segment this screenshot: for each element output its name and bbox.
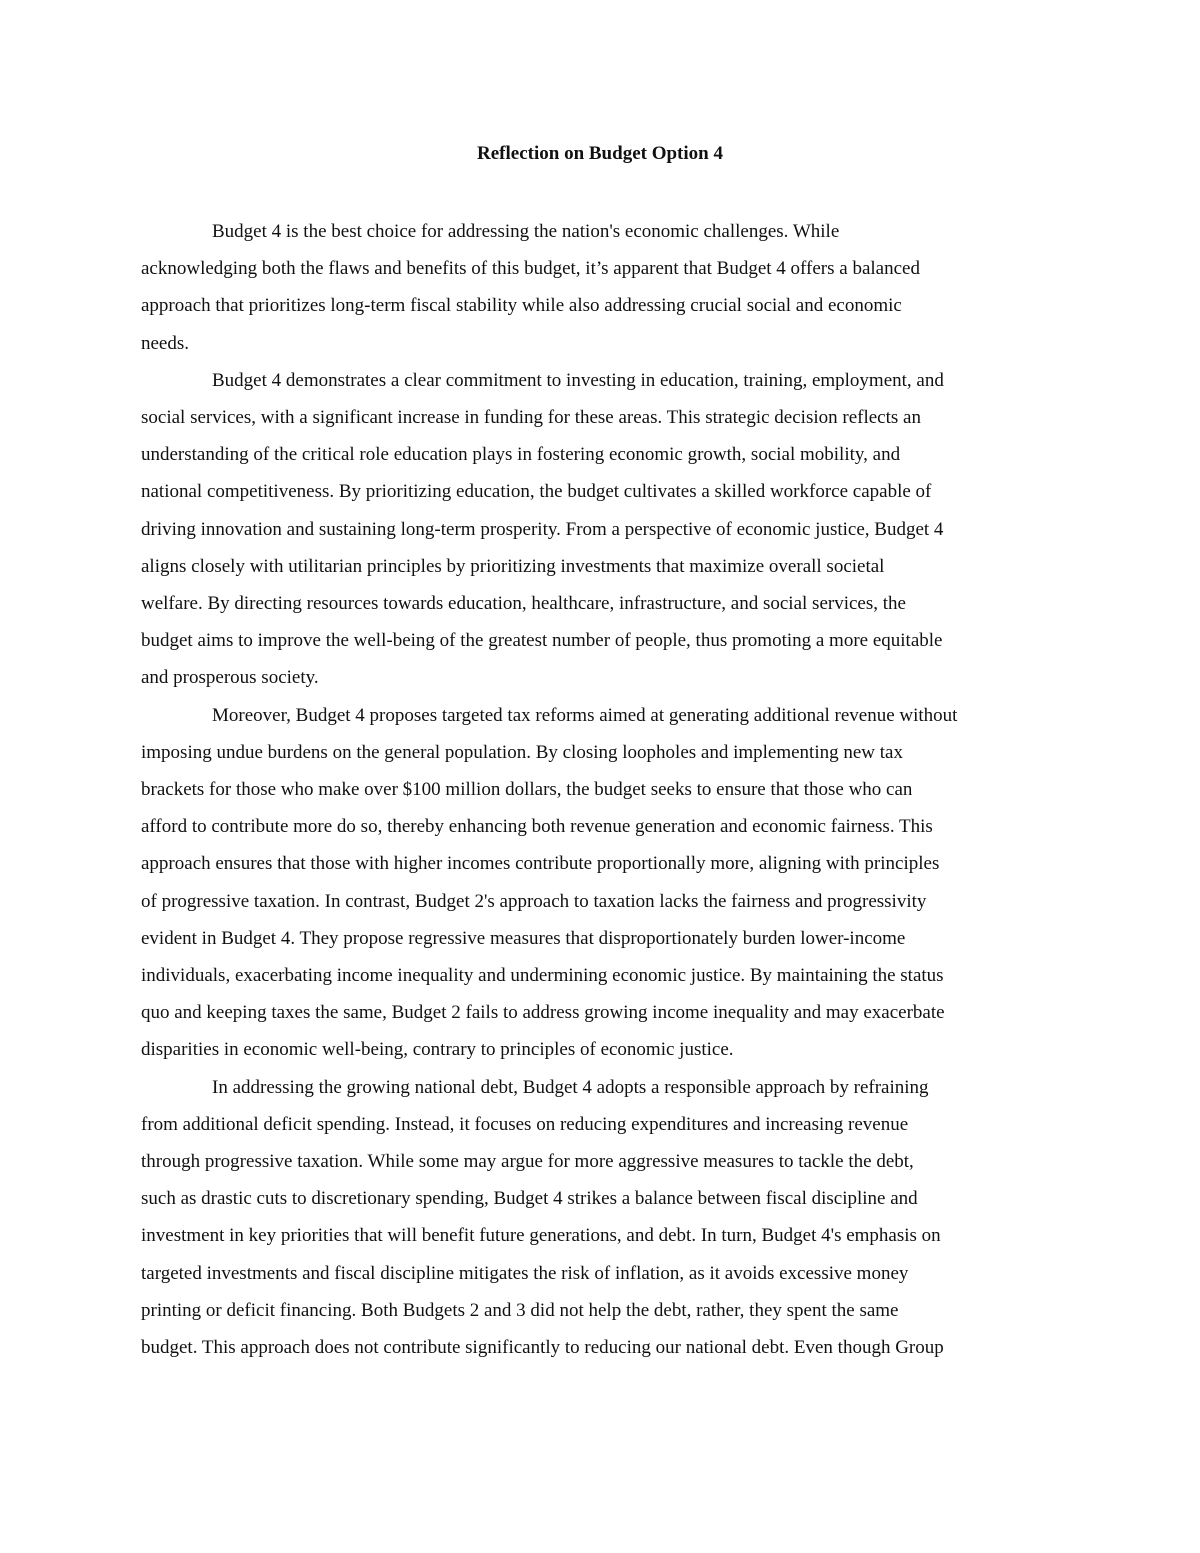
- paragraph-2: [141, 362, 1063, 697]
- text-line: through progressive taxation. While some may argue for more aggressive measures to tackle the debt,: [141, 1151, 914, 1173]
- text-line: approach ensures that those with higher incomes contribute proportionally more, aligning with principles: [141, 853, 940, 875]
- document-title: Reflection on Budget Option 4: [477, 143, 723, 164]
- text-line: budget. This approach does not contribute significantly to reducing our national debt. Even though Group: [141, 1337, 944, 1359]
- text-line: social services, with a significant increase in funding for these areas. This strategic decision reflects an: [141, 407, 921, 429]
- text-line: afford to contribute more do so, thereby enhancing both revenue generation and economic fairness. This: [141, 816, 933, 838]
- text-line: quo and keeping taxes the same, Budget 2 fails to address growing income inequality and may exacerbate: [141, 1002, 945, 1024]
- text-line: Budget 4 is the best choice for addressing the nation's economic challenges. While: [212, 221, 840, 242]
- text-line: budget aims to improve the well-being of the greatest number of people, thus promoting a more equitable: [141, 630, 943, 652]
- text-line: individuals, exacerbating income inequality and undermining economic justice. By maintaining the status: [141, 965, 944, 987]
- text-line: investment in key priorities that will benefit future generations, and debt. In turn, Budget 4's emphasis on: [141, 1225, 941, 1247]
- document-body: [141, 213, 1063, 1366]
- paragraph-3: [141, 697, 1063, 1069]
- text-line: acknowledging both the flaws and benefits of this budget, it’s apparent that Budget 4 offers a balanced: [141, 258, 920, 280]
- text-line: targeted investments and fiscal discipline mitigates the risk of inflation, as it avoids excessive money: [141, 1262, 909, 1284]
- text-line: of progressive taxation. In contrast, Budget 2's approach to taxation lacks the fairness and progressivity: [141, 890, 927, 912]
- text-line: understanding of the critical role education plays in fostering economic growth, social mobility, and: [141, 444, 901, 466]
- text-line: and prosperous society.: [141, 667, 319, 689]
- paragraph-4: [141, 1069, 1063, 1367]
- text-line: evident in Budget 4. They propose regressive measures that disproportionately burden lower-income: [141, 927, 906, 949]
- text-line: imposing undue burdens on the general population. By closing loopholes and implementing new tax: [141, 741, 903, 763]
- text-line: approach that prioritizes long-term fiscal stability while also addressing crucial social and economic: [141, 295, 902, 317]
- text-line: disparities in economic well-being, contrary to principles of economic justice.: [141, 1039, 734, 1061]
- paragraph-1: [141, 213, 1063, 362]
- text-line: brackets for those who make over $100 million dollars, the budget seeks to ensure that those who can: [141, 779, 913, 801]
- text-line: from additional deficit spending. Instead, it focuses on reducing expenditures and increasing revenue: [141, 1113, 909, 1135]
- text-line: Moreover, Budget 4 proposes targeted tax reforms aimed at generating additional revenue without: [212, 704, 958, 726]
- text-line: In addressing the growing national debt, Budget 4 adopts a responsible approach by refraining: [212, 1076, 929, 1098]
- text-line: driving innovation and sustaining long-term prosperity. From a perspective of economic justice, Budget 4: [141, 518, 944, 540]
- text-line: such as drastic cuts to discretionary spending, Budget 4 strikes a balance between fiscal discipline and: [141, 1188, 918, 1210]
- text-line: printing or deficit financing. Both Budgets 2 and 3 did not help the debt, rather, they spent the same: [141, 1299, 899, 1321]
- text-line: national competitiveness. By prioritizing education, the budget cultivates a skilled workforce capable of: [141, 481, 932, 503]
- text-line: aligns closely with utilitarian principles by prioritizing investments that maximize overall societal: [141, 555, 885, 577]
- text-line: welfare. By directing resources towards education, healthcare, infrastructure, and social services, the: [141, 593, 906, 615]
- text-line: needs.: [141, 332, 190, 354]
- text-line: Budget 4 demonstrates a clear commitment to investing in education, training, employment, and: [212, 369, 944, 391]
